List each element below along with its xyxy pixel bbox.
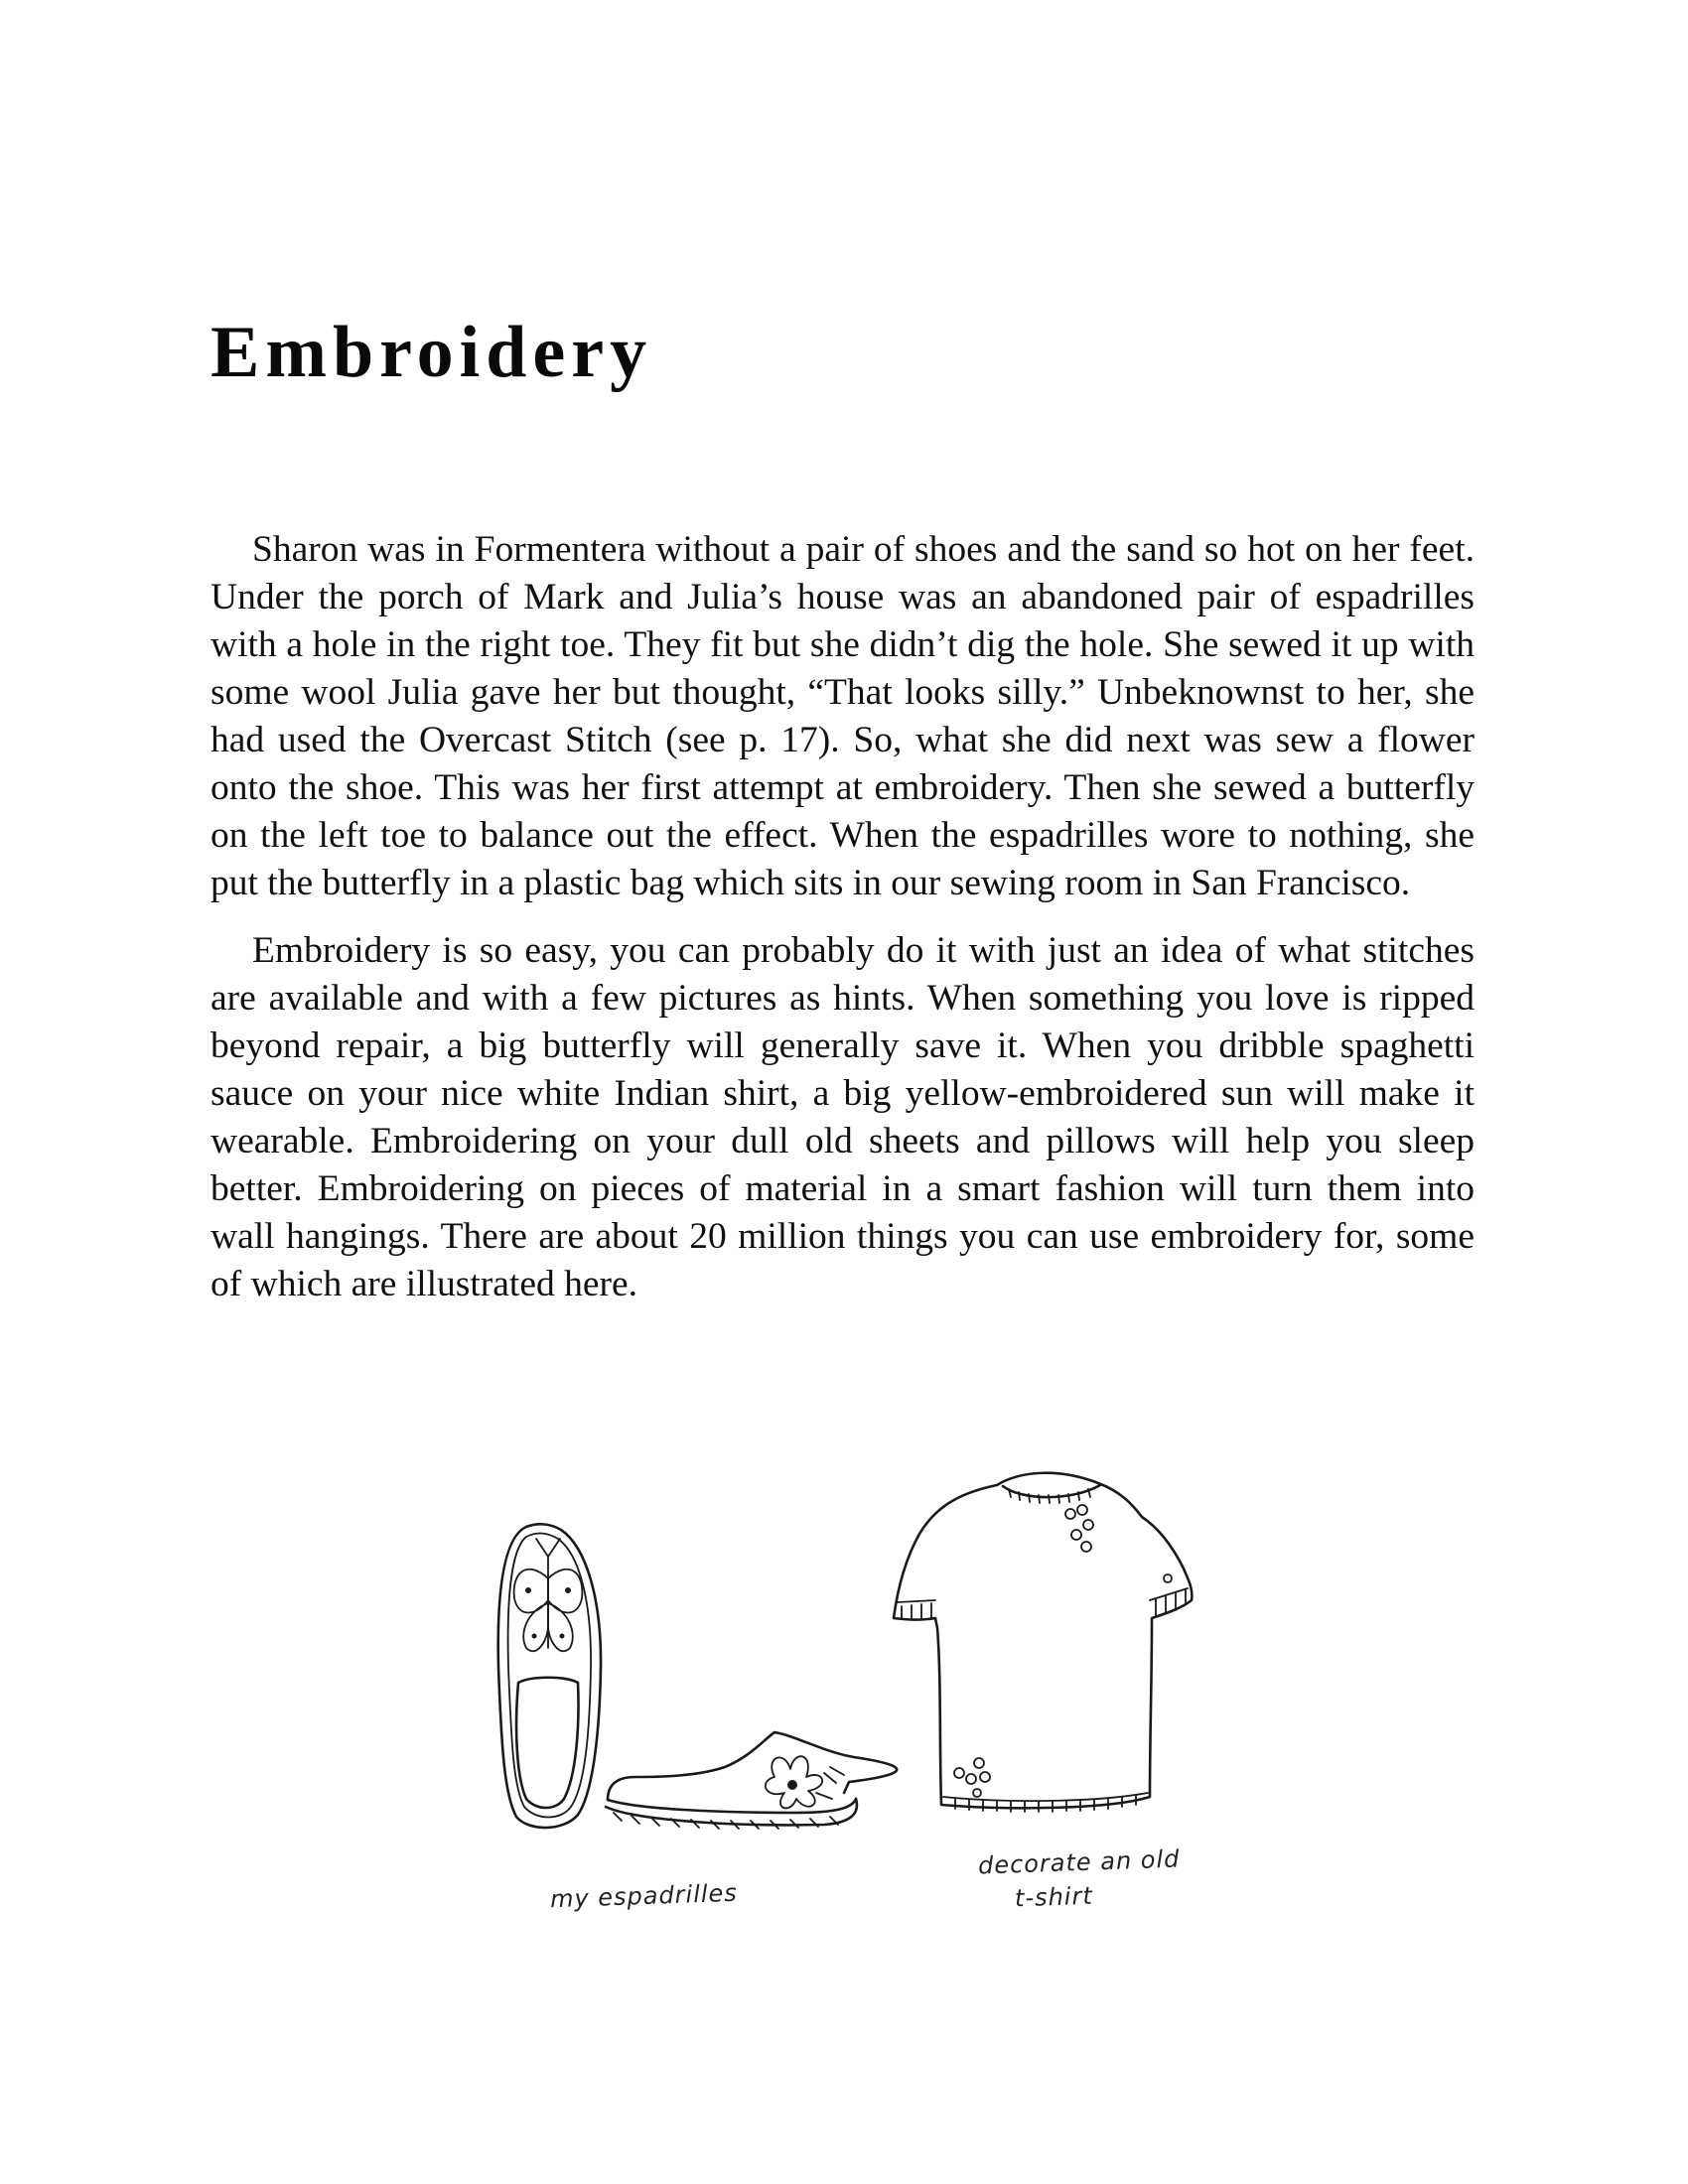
- espadrille-top-view-icon: [498, 1524, 601, 1828]
- paragraph-1: Sharon was in Formentera without a pair of shoes and the sand so hot on her feet. Under the porch of Mark and Julia’s house was an abandoned pair of espadrilles with a hole in the right toe. They fit but she didn’t dig the hole. She sewed it up with some wool Julia gave her but thought, “That looks silly.” Unbeknownst to her, she had used the Overcast Stitch (see p. 17). So, what she did next was sew a flower onto the shoe. This was her first attempt at embroidery. Then she sewed a butterfly on the left toe to balance out the effect. When the espadrilles wore to nothing, she put the butterfly in a plastic bag which sits in our sewing room in San Francisco.: [211, 529, 1475, 903]
- tshirt-caption-line2: t-shirt: [1014, 1881, 1094, 1913]
- tshirt-drawing-icon: [894, 1473, 1192, 1812]
- page-title: Embroidery: [211, 312, 653, 393]
- embroidered-flowers-neck-icon: [1065, 1505, 1172, 1582]
- espadrille-side-view-icon: [606, 1732, 897, 1829]
- espadrilles-caption: my espadrilles: [549, 1878, 739, 1914]
- tshirt-caption-line1: decorate an old: [977, 1844, 1181, 1880]
- body-text: [211, 526, 1475, 1328]
- embroidered-flowers-hem-icon: [954, 1758, 990, 1797]
- paragraph-2: Embroidery is so easy, you can probably do it with just an idea of what stitches are available and with a few pictures as hints. When something you love is ripped beyond repair, a big butterfly will generally save it. When you dribble spaghetti sauce on your nice white Indian shirt, a big yellow-embroidered sun will make it wearable. Embroidering on your dull old sheets and pillows will help you sleep better. Embroidering on pieces of material in a smart fashion will turn them into wall hangings. There are about 20 million things you can use embroidery for, some of which are illustrated here.: [211, 930, 1475, 1304]
